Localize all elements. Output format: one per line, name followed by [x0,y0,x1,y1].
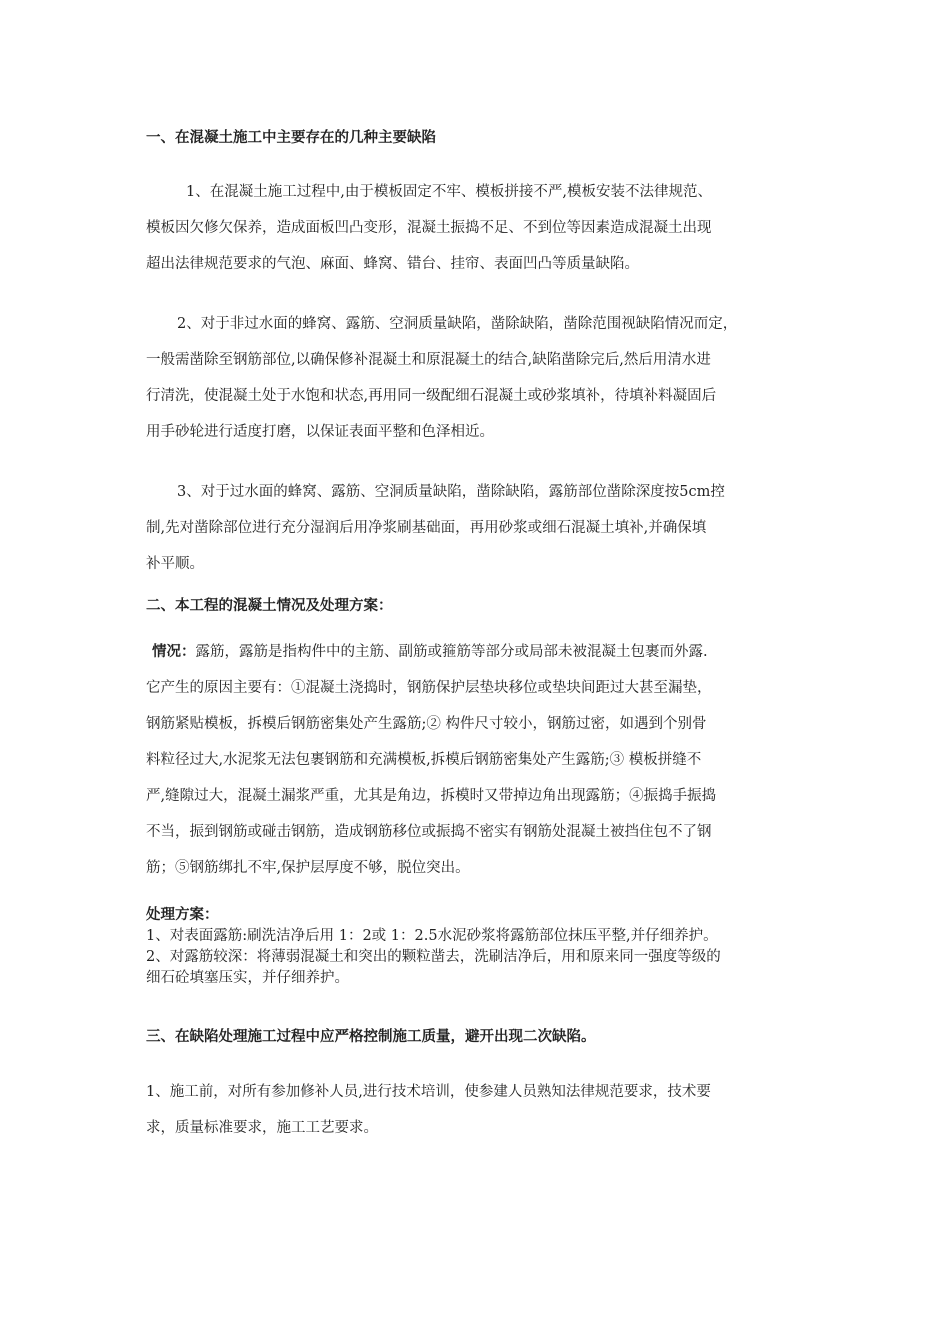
paragraph-line: 筋；⑤钢筋绑扎不牢,保护层厚度不够，脱位突出。 [146,860,470,876]
section-1-paragraph-2 [146,306,816,450]
plan-block [146,905,816,989]
paragraph-line: 2、对于非过水面的蜂窝、露筋、空洞质量缺陷，凿除缺陷，凿除范围视缺陷情况而定， [177,316,738,332]
paragraph-line: 3、对于过水面的蜂窝、露筋、空洞质量缺陷，凿除缺陷，露筋部位凿除深度按5cm控 [177,484,725,500]
situation-text: 露筋，露筋是指构件中的主筋、副筋或箍筋等部分或局部未被混凝土包裹而外露. [195,644,708,660]
paragraph-line: 一般需凿除至钢筋部位,以确保修补混凝土和原混凝土的结合,缺陷凿除完后,然后用清水进 [146,352,711,368]
paragraph-line: 制,先对凿除部位进行充分湿润后用净浆刷基础面，再用砂浆或细石混凝土填补,并确保填 [146,520,707,536]
paragraph-line: 1、在混凝土施工过程中,由于模板固定不牢、模板拼接不严,模板安装不法律规范、 [186,184,712,200]
section-1-paragraph-3 [146,474,816,582]
paragraph-line: 严,缝隙过大，混凝土漏浆严重，尤其是角边，拆模时又带掉边角出现露筋；④振捣手振捣 [146,788,717,804]
section-1-heading: 一、在混凝土施工中主要存在的几种主要缺陷 [146,130,436,146]
plan-line: 2、对露筋较深：将薄弱混凝土和突出的颗粒凿去，洗刷洁净后，用和原来同一强度等级的 [146,949,721,965]
section-1-paragraph-1 [146,174,816,282]
paragraph-line: 求，质量标准要求，施工工艺要求。 [146,1120,378,1136]
section-2-heading: 二、本工程的混凝土情况及处理方案： [146,598,393,614]
paragraph-line: 1、施工前，对所有参加修补人员,进行技术培训，使参建人员熟知法律规范要求，技术要 [146,1084,711,1100]
situation-paragraph [146,634,816,886]
plan-line: 1、对表面露筋:刷洗洁净后用 1：2或 1：2.5水泥砂浆将露筋部位抹压平整,并仔细养护。 [146,928,718,944]
paragraph-line: 钢筋紧贴模板，拆模后钢筋密集处产生露筋;② 构件尺寸较小，钢筋过密，如遇到个别骨 [146,716,707,732]
plan-label: 处理方案： [146,907,219,923]
section-3-heading: 三、在缺陷处理施工过程中应严格控制施工质量，避开出现二次缺陷。 [146,1029,596,1045]
paragraph-line: 用手砂轮进行适度打磨，以保证表面平整和色泽相近。 [146,424,494,440]
section-3-paragraph-1 [146,1074,816,1146]
paragraph-line: 模板因欠修欠保养，造成面板凹凸变形，混凝土振捣不足、不到位等因素造成混凝土出现 [146,220,712,236]
plan-line: 细石砼填塞压实，并仔细养护。 [146,970,349,986]
paragraph-line: 料粒径过大,水泥浆无法包裹钢筋和充满模板,拆模后钢筋密集处产生露筋;③ 模板拼缝不 [146,752,702,768]
paragraph-line [146,634,816,670]
paragraph-line: 补平顺。 [146,556,204,572]
situation-label: 情况： [152,644,196,660]
paragraph-line: 它产生的原因主要有：①混凝土浇捣时，钢筋保护层垫块移位或垫块间距过大甚至漏垫， [146,680,712,696]
paragraph-line: 行清洗，使混凝土处于水饱和状态,再用同一级配细石混凝土或砂浆填补，待填补料凝固后 [146,388,717,404]
paragraph-line: 不当，振到钢筋或碰击钢筋，造成钢筋移位或振捣不密实有钢筋处混凝土被挡住包不了钢 [146,824,712,840]
paragraph-line: 超出法律规范要求的气泡、麻面、蜂窝、错台、挂帘、表面凹凸等质量缺陷。 [146,256,639,272]
